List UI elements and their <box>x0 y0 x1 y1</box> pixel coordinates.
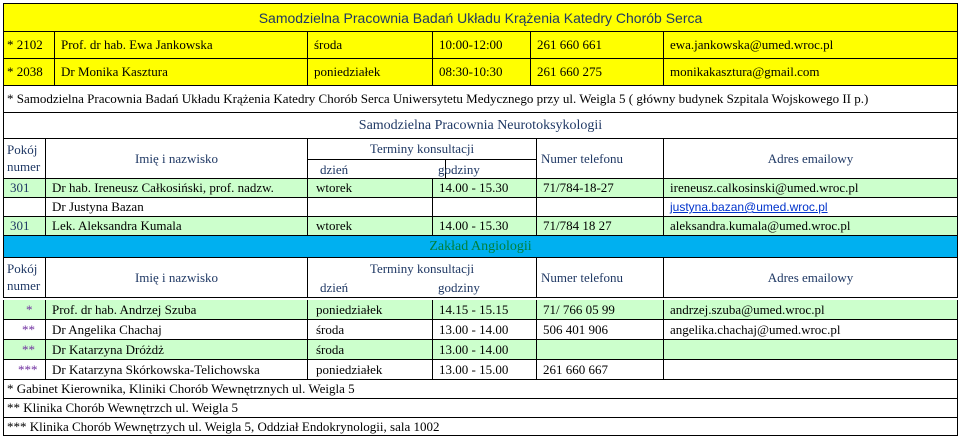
section-title-text: Samodzielna Pracownia Badań Układu Krążenia Katedry Chorób Serca <box>258 9 703 26</box>
phone-cell: 261 660 667 <box>537 360 664 379</box>
section-title-angio <box>3 236 958 258</box>
header-email: Adres emailowy <box>767 150 854 166</box>
room-cell: * 2038 <box>4 59 55 85</box>
header-room-line2: numer <box>7 278 41 293</box>
footnote-text: * Samodzielna Pracownia Badań Układu Krążenia Katedry Chorób Serca Uniwersytetu Medycznego przy ul. Weigla 5 ( główny budynek Szpitala Wojskowego II p.) <box>7 91 869 106</box>
room-cell: ** <box>4 340 46 359</box>
hours-cell: 14.00 - 15.30 <box>433 179 537 197</box>
header-phone: Numer telefonu <box>537 139 664 178</box>
header-consult-label: Terminy konsultacji <box>308 139 536 160</box>
footnote-text: *** Klinika Chorób Wewnętrzych ul. Weigla 5, Oddział Endokrynologii, sala 1002 <box>7 418 440 434</box>
email-cell: aleksandra.kumala@umed.wroc.pl <box>670 218 851 233</box>
email-cell: ireneusz.calkosinski@umed.wroc.pl <box>670 180 859 195</box>
email-cell <box>664 340 957 359</box>
phone-cell <box>537 198 664 216</box>
header-room <box>4 258 46 297</box>
header-hours: godziny <box>438 162 480 177</box>
email-cell: ewa.jankowska@umed.wroc.pl <box>670 37 834 52</box>
table-row <box>3 320 958 340</box>
phone-cell: 261 660 275 <box>531 59 664 85</box>
room-cell: 301 <box>4 179 46 197</box>
day-cell: poniedziałek <box>308 360 433 379</box>
section-title-text: Samodzielna Pracownia Neurotoksykologii <box>358 117 603 133</box>
section-title-text: Zakład Angiologii <box>429 238 532 254</box>
table-row <box>3 198 958 217</box>
day-cell: środa <box>308 320 433 339</box>
header-room-line1: Pokój <box>7 261 38 276</box>
table-row <box>3 59 958 86</box>
header-day: dzień <box>320 280 349 295</box>
phone-cell: 506 401 906 <box>537 320 664 339</box>
name-cell: Dr hab. Ireneusz Całkosiński, prof. nadzw. <box>46 179 308 197</box>
day-cell <box>308 198 433 216</box>
header-email: Adres emailowy <box>767 269 854 285</box>
phone-cell: 71/784 18 27 <box>537 217 664 235</box>
table-row <box>3 179 958 198</box>
footnote-angio-3 <box>3 418 958 436</box>
hours-cell: 08:30-10:30 <box>433 59 531 85</box>
room-cell: 301 <box>4 217 46 235</box>
table-row <box>3 217 958 236</box>
phone-cell <box>537 340 664 359</box>
room-cell <box>4 198 46 216</box>
hours-cell: 13.00 - 14.00 <box>433 320 537 339</box>
hours-cell: 10:00-12:00 <box>433 32 531 58</box>
hours-cell: 14.00 - 15.30 <box>433 217 537 235</box>
header-phone: Numer telefonu <box>537 258 664 297</box>
room-cell: * <box>4 300 46 319</box>
table-row <box>3 360 958 380</box>
footnote-text: ** Klinika Chorób Wewnętrzch ul. Weigla 5 <box>7 400 239 415</box>
table-row <box>3 300 958 320</box>
room-cell: * 2102 <box>4 32 55 58</box>
footnote-cardio <box>3 86 958 113</box>
email-cell <box>664 360 957 379</box>
name-cell: Lek. Aleksandra Kumala <box>46 217 308 235</box>
footnote-text: * Gabinet Kierownika, Kliniki Chorób Wewnętrznych ul. Weigla 5 <box>7 381 355 396</box>
day-cell: środa <box>308 32 433 58</box>
header-room <box>4 139 46 178</box>
room-cell: ** <box>4 320 46 339</box>
email-cell: monikakasztura@gmail.com <box>670 64 820 79</box>
header-consult-label: Terminy konsultacji <box>369 261 475 276</box>
table-header <box>3 139 958 179</box>
day-cell: wtorek <box>308 217 433 235</box>
hours-cell: 13.00 - 14.00 <box>433 340 537 359</box>
section-title-neuro <box>3 113 958 139</box>
hours-cell: 13.00 - 15.00 <box>433 360 537 379</box>
header-room-line2: numer <box>7 159 41 174</box>
day-cell: poniedziałek <box>308 59 433 85</box>
phone-cell: 71/ 766 05 99 <box>537 300 664 319</box>
name-cell: Prof. dr hab. Ewa Jankowska <box>55 32 308 58</box>
name-cell: Dr Monika Kasztura <box>55 59 308 85</box>
day-cell: wtorek <box>308 179 433 197</box>
table-row <box>3 32 958 59</box>
name-cell: Dr Katarzyna Skórkowska-Telichowska <box>46 360 308 379</box>
table-row <box>3 340 958 360</box>
header-consult <box>308 139 537 178</box>
header-day: dzień <box>308 160 446 178</box>
phone-cell: 261 660 661 <box>531 32 664 58</box>
email-cell: angelika.chachaj@umed.wroc.pl <box>670 321 841 337</box>
email-cell[interactable] <box>664 198 957 216</box>
phone-cell: 71/784-18-27 <box>537 179 664 197</box>
name-cell: Dr Justyna Bazan <box>46 198 308 216</box>
hours-cell: 14.15 - 15.15 <box>433 300 537 319</box>
email-cell: andrzej.szuba@umed.wroc.pl <box>670 301 825 317</box>
email-link[interactable]: justyna.bazan@umed.wroc.pl <box>670 200 828 214</box>
section-title-cardio <box>3 3 958 32</box>
footnote-angio-1 <box>3 380 958 399</box>
hours-cell <box>433 198 537 216</box>
room-cell: *** <box>4 360 46 379</box>
day-cell: środa <box>308 340 433 359</box>
name-cell: Dr Katarzyna Dróżdż <box>46 340 308 359</box>
header-consult <box>308 258 537 297</box>
table-header <box>3 258 958 298</box>
footnote-angio-2 <box>3 399 958 418</box>
name-cell: Dr Angelika Chachaj <box>46 320 308 339</box>
header-name: Imię i nazwisko <box>46 258 308 297</box>
header-hours: godziny <box>438 280 480 295</box>
header-name: Imię i nazwisko <box>46 139 308 178</box>
header-room-line1: Pokój <box>7 142 38 157</box>
day-cell: poniedziałek <box>308 300 433 319</box>
name-cell: Prof. dr hab. Andrzej Szuba <box>46 300 308 319</box>
